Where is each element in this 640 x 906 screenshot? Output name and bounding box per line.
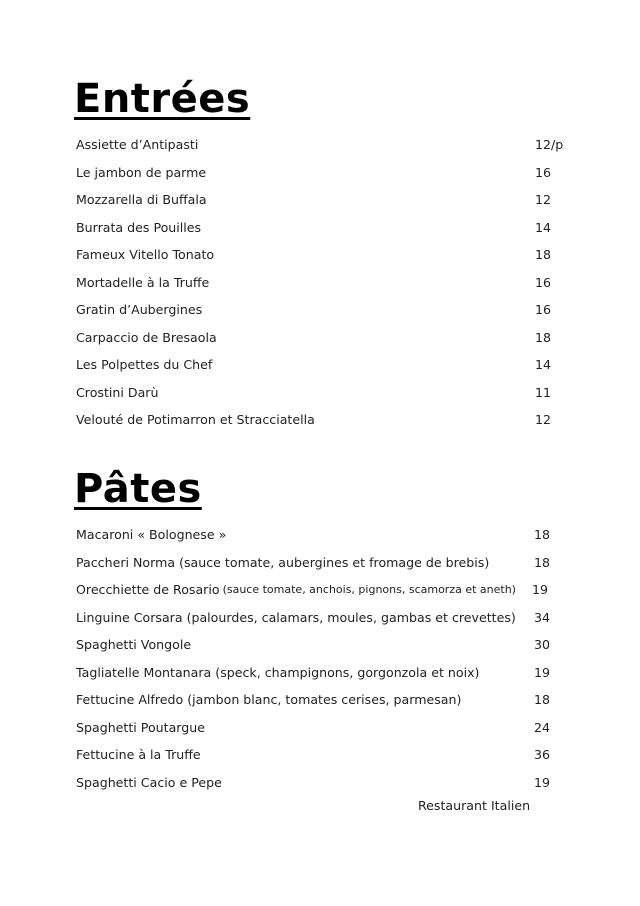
menu-item-name: Mortadelle à la Truffe: [76, 274, 210, 290]
section-title-entrees: Entrées: [74, 76, 251, 122]
menu-item-name: Linguine Corsara: [76, 609, 183, 625]
menu-item-price: 34: [534, 609, 551, 625]
menu-item-name: Paccheri Norma: [76, 554, 176, 570]
menu-item: [76, 214, 566, 242]
menu-item-description: (speck, champignons, gorgonzola et noix): [215, 664, 480, 680]
entrees-list: [76, 131, 566, 434]
menu-item-name: Les Polpettes du Chef: [76, 357, 213, 373]
menu-item-name: Crostini Darù: [76, 384, 159, 400]
menu-item: [76, 631, 566, 659]
menu-item-name: Spaghetti Poutargue: [76, 719, 205, 735]
menu-item: [76, 741, 566, 769]
menu-item-price: 19: [534, 774, 551, 790]
menu-item: [76, 324, 566, 352]
menu-item: [76, 269, 566, 297]
menu-item-price: 12: [535, 192, 552, 208]
menu-item-price: 16: [535, 164, 552, 180]
menu-item: [76, 241, 566, 269]
menu-item-name: Macaroni « Bolognese »: [76, 527, 227, 543]
menu-item-description: (sauce tomate, aubergines et fromage de brebis): [179, 554, 490, 570]
menu-item-price: 16: [535, 302, 552, 318]
menu-item-price: 18: [534, 692, 551, 708]
menu-item-name: Carpaccio de Bresaola: [76, 329, 217, 345]
menu-item-name: Fettucine Alfredo: [76, 692, 184, 708]
menu-item: [76, 576, 566, 604]
menu-item-price: 19: [534, 664, 551, 680]
menu-item: [76, 131, 566, 159]
menu-item-price: 36: [534, 747, 551, 763]
menu-item: [76, 714, 566, 742]
menu-item: [76, 604, 566, 632]
menu-item: [76, 351, 566, 379]
menu-item-name: Velouté de Potimarron et Stracciatella: [76, 412, 315, 428]
footer-restaurant-name: Restaurant Italien: [418, 798, 531, 813]
menu-item-price: 24: [534, 719, 551, 735]
menu-item-price: 18: [535, 247, 552, 263]
menu-item-price: 12: [535, 412, 552, 428]
menu-item-price: 12/p: [535, 137, 564, 153]
menu-item: [76, 296, 566, 324]
menu-item-price: 18: [534, 527, 551, 543]
menu-item: [76, 769, 566, 797]
menu-item: [76, 521, 566, 549]
menu-item: [76, 549, 566, 577]
menu-item-name: Tagliatelle Montanara: [76, 664, 212, 680]
menu-item: [76, 406, 566, 434]
menu-item-description: (palourdes, calamars, moules, gambas et crevettes): [186, 609, 516, 625]
menu-item-price: 18: [535, 329, 552, 345]
menu-item-name: Gratin d’Aubergines: [76, 302, 203, 318]
menu-item: [76, 686, 566, 714]
menu-item-name: Fettucine à la Truffe: [76, 747, 201, 763]
menu-item-description: (jambon blanc, tomates cerises, parmesan): [187, 692, 462, 708]
menu-item-price: 18: [534, 554, 551, 570]
menu-item-name: Mozzarella di Buffala: [76, 192, 207, 208]
menu-item-price: 14: [535, 357, 552, 373]
menu-item: [76, 159, 566, 187]
menu-item-name: Orecchiette de Rosario: [76, 582, 220, 598]
section-title-pates: Pâtes: [74, 466, 202, 512]
menu-item-price: 16: [535, 274, 552, 290]
menu-item-name: Burrata des Pouilles: [76, 219, 202, 235]
menu-item-name: Le jambon de parme: [76, 164, 207, 180]
menu-item: [76, 186, 566, 214]
pates-list: [76, 521, 566, 796]
menu-item: [76, 379, 566, 407]
menu-item-name: Spaghetti Vongole: [76, 637, 192, 653]
menu-item-name: Fameux Vitello Tonato: [76, 247, 215, 263]
menu-item-price: 14: [535, 219, 552, 235]
menu-item-price: 19: [532, 582, 549, 598]
menu-item-description: (sauce tomate, anchois, pignons, scamorza et aneth): [222, 583, 516, 597]
menu-item: [76, 659, 566, 687]
menu-item-price: 11: [535, 384, 552, 400]
menu-item-name: Spaghetti Cacio e Pepe: [76, 774, 222, 790]
menu-item-name: Assiette d’Antipasti: [76, 137, 199, 153]
menu-item-price: 30: [534, 637, 551, 653]
